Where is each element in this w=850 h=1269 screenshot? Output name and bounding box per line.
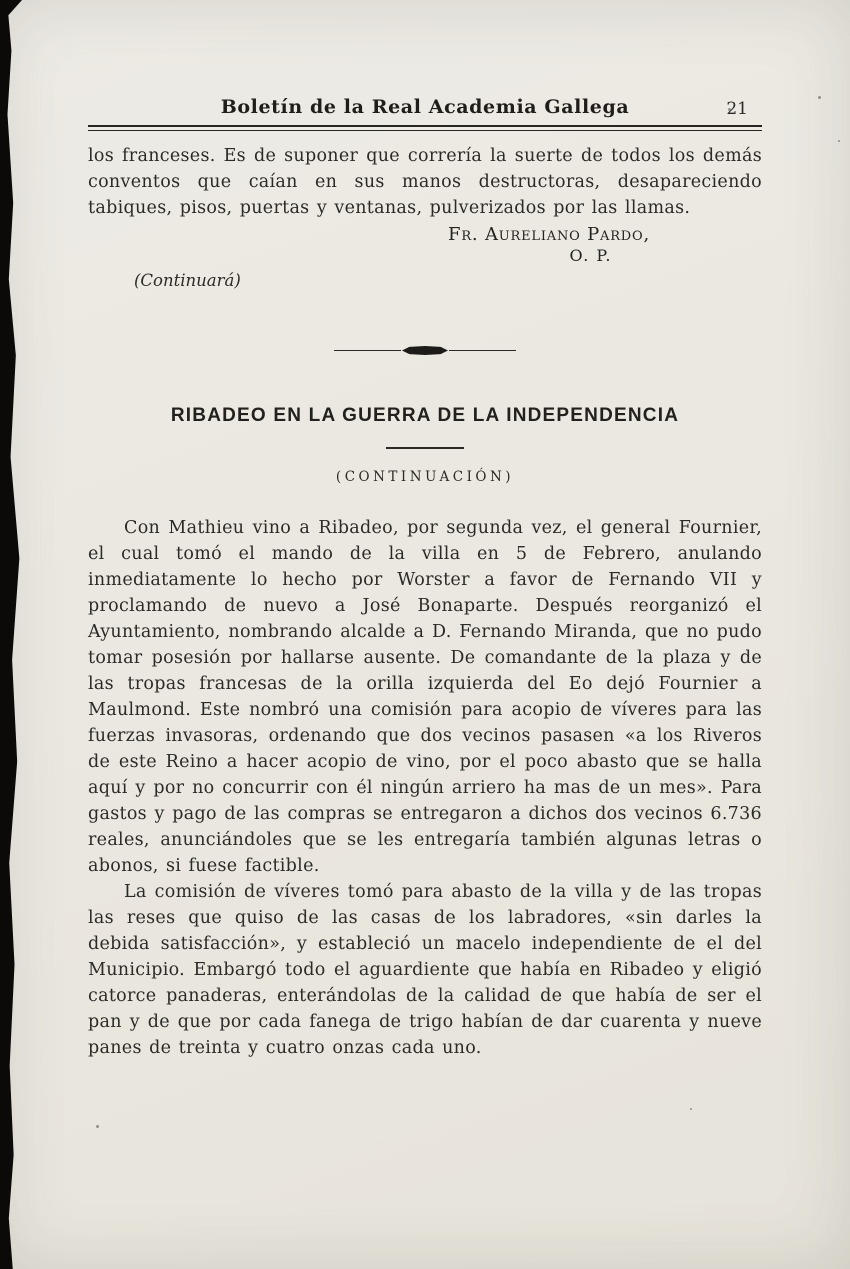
- article-title: RIBADEO EN LA GUERRA DE LA INDEPENDENCIA: [170, 405, 680, 426]
- page-content: [88, 96, 762, 1061]
- divider-ornament-icon: [402, 346, 448, 355]
- scan-speck: [96, 1125, 99, 1128]
- binding-edge-shadow: [0, 0, 22, 1269]
- scan-speck: [838, 140, 840, 142]
- article-paragraph: La comisión de víveres tomó para abasto de la villa y de las tropas las reses que quiso de las casas de los labradores, «sin darles la debida satisfacción», y estableció un macelo independiente de el del Municipio. Embargó todo el aguardiente que había en Ribadeo y eligió catorce panaderas, enterándolas de la calidad de que había de ser el pan y de que por cada fanega de trigo habían de dar cuarenta y nueve panes de treinta y cuatro onzas cada uno.: [88, 881, 762, 1058]
- signature-name: Fr. Aureliano Pardo,: [448, 224, 650, 245]
- continuation-note: (Continuará): [134, 271, 241, 290]
- article-subtitle: (CONTINUACIÓN): [335, 468, 515, 485]
- divider-line: [449, 350, 516, 352]
- scan-speck: [690, 1108, 692, 1110]
- divider-line: [334, 350, 401, 352]
- scan-speck: [818, 96, 821, 99]
- article-paragraph: Con Mathieu vino a Ribadeo, por segunda vez, el general Fournier, el cual tomó el mando de la villa en 5 de Febrero, anulando inmediatamente lo hecho por Worster a favor de Fernando VII y proclamando de nuevo a José Bonaparte. Después reorganizó el Ayuntamiento, nombrando alcalde a D. Fernando Miranda, que no pudo tomar posesión por hallarse ausente. De comandante de la plaza y de las tropas francesas de la orilla izquierda del Eo dejó Fournier a Maulmond. Este nombró una comisión para acopio de víveres para las fuerzas invasoras, ordenando que dos vecinos pasasen «a los Riveros de este Reino a hacer acopio de vino, por el poco abasto que se halla aquí y por no concurrir con él ningún arriero ha mas de un mes». Para gastos y pago de las compras se entregaron a dichos dos vecinos 6.736 reales, anunciándoles que se les entregaría también algunas letras o abonos, si fuese factible.: [88, 517, 762, 876]
- journal-title: Boletín de la Real Academia Gallega: [220, 96, 630, 118]
- section-divider: [334, 346, 516, 355]
- page-header: [88, 96, 762, 122]
- page-number: 21: [726, 99, 748, 119]
- signature-order: O. P.: [569, 246, 612, 265]
- header-rule: [88, 125, 762, 131]
- title-rule: [386, 447, 464, 449]
- previous-article-paragraph: los franceses. Es de suponer que correría la suerte de todos los demás conventos que caían en sus manos destructoras, desapareciendo tabiques, pisos, puertas y ventanas, pulverizados por las llamas.: [88, 146, 762, 218]
